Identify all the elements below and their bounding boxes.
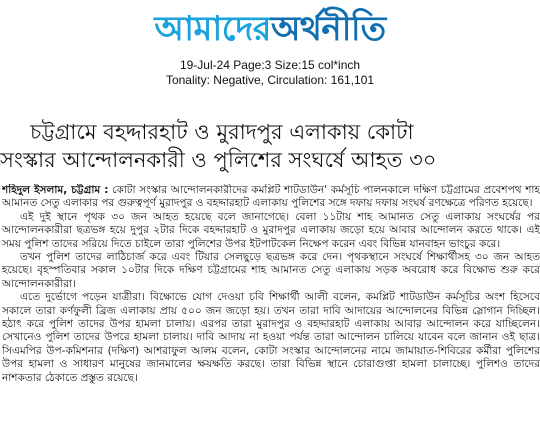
article-paragraph: এই দুই স্থানে পৃথক ৩০ জন আহত হয়েছে বলে জানাগেছে। বেলা ১১টায় শাহ আমানত সেতু এলাকায় সংঘর্ষের পর আন্দোলনকারীরা ছত্রভঙ্গ হয়ে দুপুর ২টার দিকে বহদ্দারহাট ও মুরাদপুর এলাকায় জড়ো হয়ে আবার আন্দোলন করতে থাকে। এই সময় পুলিশ তাদের সরিয়ে দিতে চাইলে তারা পুলিশের উপর ইটপাটকেল নিক্ষেপ করেন এবং বিভিন্ন যানবাহন ভাংচুর করে। [2, 210, 540, 250]
clipping-meta-tonality: Tonality: Negative, Circulation: 161,101 [165, 73, 375, 87]
masthead-title-part-a: আমাদের [154, 9, 271, 49]
masthead-title-part-b: অর্থনীতি [270, 9, 386, 49]
clipping-meta-date: 19-Jul-24 Page:3 Size:15 col*inch [179, 58, 361, 72]
article-paragraph: এতে দুর্ভোগে পড়েন যাত্রীরা। বিক্ষোভে যোগ দেওয়া চবি শিক্ষার্থী আলী বলেন, কমপ্লিট শাটডাউন কর্মসূচির অংশ হিসেবে সকালে তারা কর্ণফুলী ব্রিজ এলাকায় প্রায় ৫০০ জন জড়ো হয়। তখন তারা দাবি আদায়ের আন্দোলনের বিভিন্ন স্লোগান দিচ্ছিল। হঠাৎ করে পুলিশ তাদের উপর হামলা চালায়। এরপর তারা মুরাদপুর ও বহদ্দারহাট এলাকায় আবার আন্দোলন করে যাচ্ছিলেন। সেখানেও পুলিশ তাদের উপরে হামলা চালায়। দাবি আদায় না হওয়া পর্যন্ত তারা আন্দোলন চালিয়ে যাবেন বলে জানান ওই ছাত্র। সিএমপির উপ-কমিশনার (দক্ষিণ) আশরাফুল আলম বলেন, কোটা সংস্কার আন্দোলনের নামে জামায়াত-শিবিরের কর্মীরা পুলিশের উপর হামলা ও সাধারণ মানুষের জানমালের ক্ষয়ক্ষতি করছে। তারা বিভিন্ন স্থানে চোরাগুপ্তা হামলা চালাচ্ছে। পুলিশও তাদের নাশকতার ঠেকাতে প্রস্তুত রয়েছে। [2, 291, 540, 384]
masthead-logo [154, 6, 385, 52]
byline: শহিদুল ইসলাম, চট্টগ্রাম : [2, 184, 109, 196]
headline-line-1: চট্টগ্রামে বহদ্দারহাট ও মুরাদপুর এলাকায় কোটা [30, 120, 414, 144]
masthead [0, 4, 540, 54]
article-paragraph [2, 184, 540, 211]
article-body [2, 184, 540, 440]
article-paragraph: তখন পুলিশ তাদের লাঠিচার্জ করে এবং টিয়ার সেলছুড়ে ছত্রভঙ্গ করে দেন। পৃথকস্থানে সংঘর্ষে শিক্ষার্থীসহ ৩০ জন আহত হয়েছে। বৃহস্পতিবার সকাল ১০টার দিকে দক্ষিণ চট্টগ্রামের শাহ আমানত সেতু এলাকায় সড়ক অবরোধ করে বিক্ষোভ শুরু করে আন্দোলনকারীরা। [2, 251, 540, 290]
headline-line-2: সংস্কার আন্দোলনকারী ও পুলিশের সংঘর্ষে আহত ৩০ [0, 148, 437, 172]
paragraph-text: কোটা সংস্কার আন্দোলনকারীদের কমপ্লিট শাটডাউন' কর্মসূচি পালনকালে দক্ষিণ চট্টগ্রামের প্রবেশপথ শাহ আমানত সেতু এলাকার পর গুরুত্বপূর্ণ মুরাদপুর ও বহদ্দারহাট এলাকায় পুলিশের সঙ্গে দফায় দফায় সংঘর্ষ রণক্ষেত্রে পরিণত হয়েছে। [2, 184, 540, 210]
